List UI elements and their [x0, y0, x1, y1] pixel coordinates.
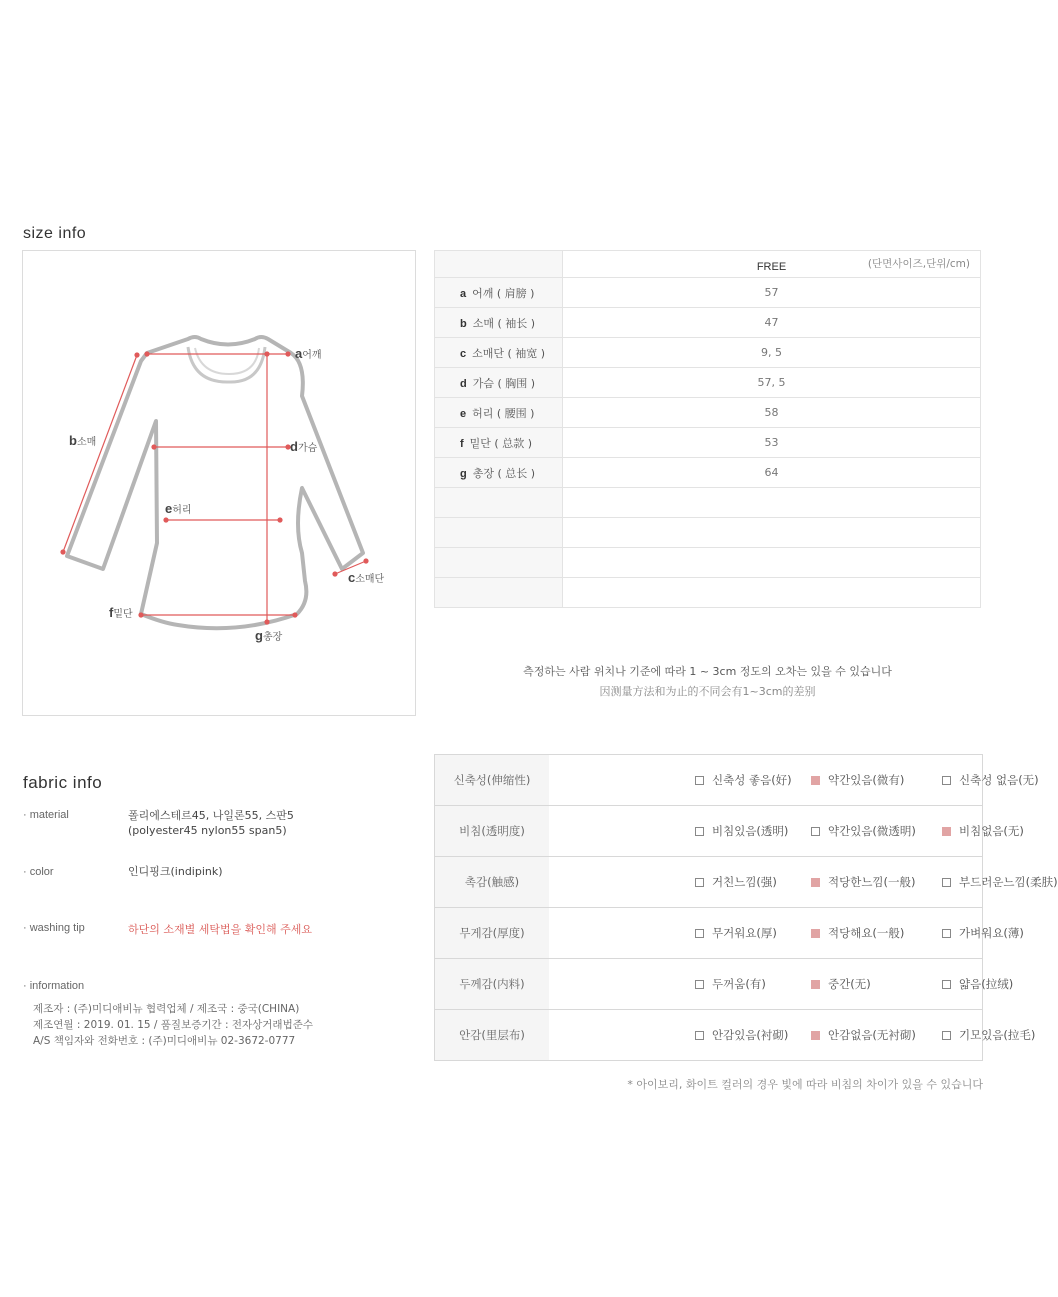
- checkbox-icon: [942, 776, 951, 785]
- fabric-row-thickness: [435, 959, 983, 1010]
- checkbox-checked-icon: [811, 1031, 820, 1040]
- fabric-row-stretch: [435, 755, 983, 806]
- row-value: 58: [563, 398, 981, 428]
- table-row-empty: [435, 578, 981, 608]
- table-row-empty: [435, 488, 981, 518]
- checkbox-icon: [695, 980, 704, 989]
- row-value: 53: [563, 428, 981, 458]
- table-row-empty: [435, 518, 981, 548]
- size-table-header: [563, 251, 981, 278]
- fabric-option: 신축성 좋음(好): [695, 772, 792, 788]
- table-row: [435, 338, 981, 368]
- info-line-date: 제조연월 : 2019. 01. 15 / 품질보증기간 : 전자상거래법준수: [33, 1019, 314, 1031]
- checkbox-icon: [811, 827, 820, 836]
- washing-tip-value: 하단의 소재별 세탁법을 확인해 주세요: [128, 923, 313, 936]
- size-free-header: FREE: [756, 261, 787, 273]
- size-table-corner: [435, 251, 563, 278]
- fabric-option: 적당한느낌(一般): [811, 874, 916, 890]
- checkbox-icon: [942, 980, 951, 989]
- fabric-option: 적당해요(一般): [811, 925, 904, 941]
- checkbox-icon: [695, 776, 704, 785]
- row-label: f 밑단 ( 总款 ): [435, 428, 563, 458]
- fabric-footnote: * 아이보리, 화이트 컬러의 경우 빛에 따라 비침의 차이가 있을 수 있습니다: [627, 1078, 983, 1091]
- material-key: · material: [23, 809, 69, 821]
- table-row: [435, 398, 981, 428]
- row-value: 57: [563, 278, 981, 308]
- checkbox-icon: [695, 827, 704, 836]
- fabric-option: 얇음(拉绒): [942, 976, 1013, 992]
- fabric-option: 중간(无): [811, 976, 871, 992]
- fabric-category: 신축성(伸缩性): [435, 755, 550, 806]
- fabric-row-weight: [435, 908, 983, 959]
- label-d-chest: d가슴: [290, 439, 318, 454]
- fabric-option: 가벼워요(薄): [942, 925, 1024, 941]
- color-key: · color: [23, 866, 54, 878]
- row-label: e 허리 ( 腰围 ): [435, 398, 563, 428]
- fabric-category: 두께감(内料): [435, 959, 550, 1010]
- size-table: [434, 250, 981, 608]
- label-c-cuff: c소매단: [348, 570, 385, 585]
- row-value: 9, 5: [563, 338, 981, 368]
- fabric-option: 기모있음(拉毛): [942, 1027, 1035, 1043]
- label-e-waist: e허리: [165, 501, 192, 516]
- label-g-length: g총장: [255, 628, 283, 643]
- checkbox-icon: [942, 878, 951, 887]
- checkbox-icon: [695, 929, 704, 938]
- checkbox-checked-icon: [811, 776, 820, 785]
- fabric-row-texture: [435, 857, 983, 908]
- table-row: [435, 278, 981, 308]
- fabric-option: 안감없음(无衬砌): [811, 1027, 916, 1043]
- measurement-note-cn: 因测量方法和为止的不同会有1~3cm的差别: [599, 685, 816, 698]
- checkbox-checked-icon: [811, 980, 820, 989]
- fabric-category: 안감(里层布): [435, 1010, 550, 1061]
- label-a-shoulder: a어깨: [295, 346, 322, 361]
- info-line-as-contact: A/S 책임자와 전화번호 : (주)미디애비뉴 02-3672-0777: [33, 1035, 296, 1047]
- measurement-note-ko: 측정하는 사람 위치나 기준에 따라 1 ~ 3cm 정도의 오차는 있을 수 있습니다: [523, 665, 892, 678]
- info-line-manufacturer: 제조자 : (주)미디애비뉴 협력업체 / 제조국 : 중국(CHINA): [33, 1003, 300, 1015]
- material-value: [128, 808, 294, 838]
- fabric-option: 약간있음(微透明): [811, 823, 916, 839]
- color-value: 인디핑크(indipink): [128, 865, 223, 878]
- fabric-option: 안감있음(衬砌): [695, 1027, 788, 1043]
- label-f-hem: f밑단: [109, 605, 133, 620]
- checkbox-icon: [695, 1031, 704, 1040]
- row-label: d 가슴 ( 胸围 ): [435, 368, 563, 398]
- fabric-option: 신축성 없음(无): [942, 772, 1039, 788]
- label-b-sleeve: b소매: [69, 433, 97, 448]
- fabric-option: 무거워요(厚): [695, 925, 777, 941]
- fabric-row-lining: [435, 1010, 983, 1061]
- fabric-option: 약간있음(微有): [811, 772, 904, 788]
- garment-illustration: [23, 251, 415, 715]
- fabric-option: 거친느낌(强): [695, 874, 777, 890]
- fabric-info-title: fabric info: [23, 773, 103, 792]
- fabric-category: 촉감(触感): [435, 857, 550, 908]
- row-label: b 소매 ( 袖长 ): [435, 308, 563, 338]
- size-unit-note: (단면사이즈,단위/cm): [867, 258, 970, 270]
- fabric-option: 비침없음(无): [942, 823, 1024, 839]
- size-info-title: size info: [23, 225, 87, 242]
- row-label: a 어깨 ( 肩膀 ): [435, 278, 563, 308]
- fabric-option: 비침있음(透明): [695, 823, 788, 839]
- table-row: [435, 368, 981, 398]
- checkbox-icon: [942, 929, 951, 938]
- washing-tip-key: · washing tip: [23, 922, 85, 934]
- row-label: c 소매단 ( 袖宽 ): [435, 338, 563, 368]
- fabric-category: 무게감(厚度): [435, 908, 550, 959]
- table-row: [435, 458, 981, 488]
- information-key: · information: [23, 980, 85, 992]
- table-row: [435, 428, 981, 458]
- checkbox-checked-icon: [811, 878, 820, 887]
- material-value-line-1: 폴리에스테르45, 나일론55, 스판5: [128, 809, 294, 822]
- row-label: g 총장 ( 总长 ): [435, 458, 563, 488]
- material-value-line-2: (polyester45 nylon55 span5): [128, 824, 287, 837]
- fabric-option: 두꺼움(有): [695, 976, 766, 992]
- fabric-row-transparency: [435, 806, 983, 857]
- garment-diagram: [22, 250, 416, 716]
- size-table-header-row: [435, 251, 981, 278]
- checkbox-icon: [695, 878, 704, 887]
- row-value: 64: [563, 458, 981, 488]
- fabric-properties-table: [434, 754, 1058, 1061]
- fabric-option: 부드러운느낌(柔肤): [942, 874, 1058, 890]
- checkbox-checked-icon: [811, 929, 820, 938]
- fabric-category: 비침(透明度): [435, 806, 550, 857]
- checkbox-icon: [942, 1031, 951, 1040]
- table-row-empty: [435, 548, 981, 578]
- checkbox-checked-icon: [942, 827, 951, 836]
- table-row: [435, 308, 981, 338]
- row-value: 57, 5: [563, 368, 981, 398]
- row-value: 47: [563, 308, 981, 338]
